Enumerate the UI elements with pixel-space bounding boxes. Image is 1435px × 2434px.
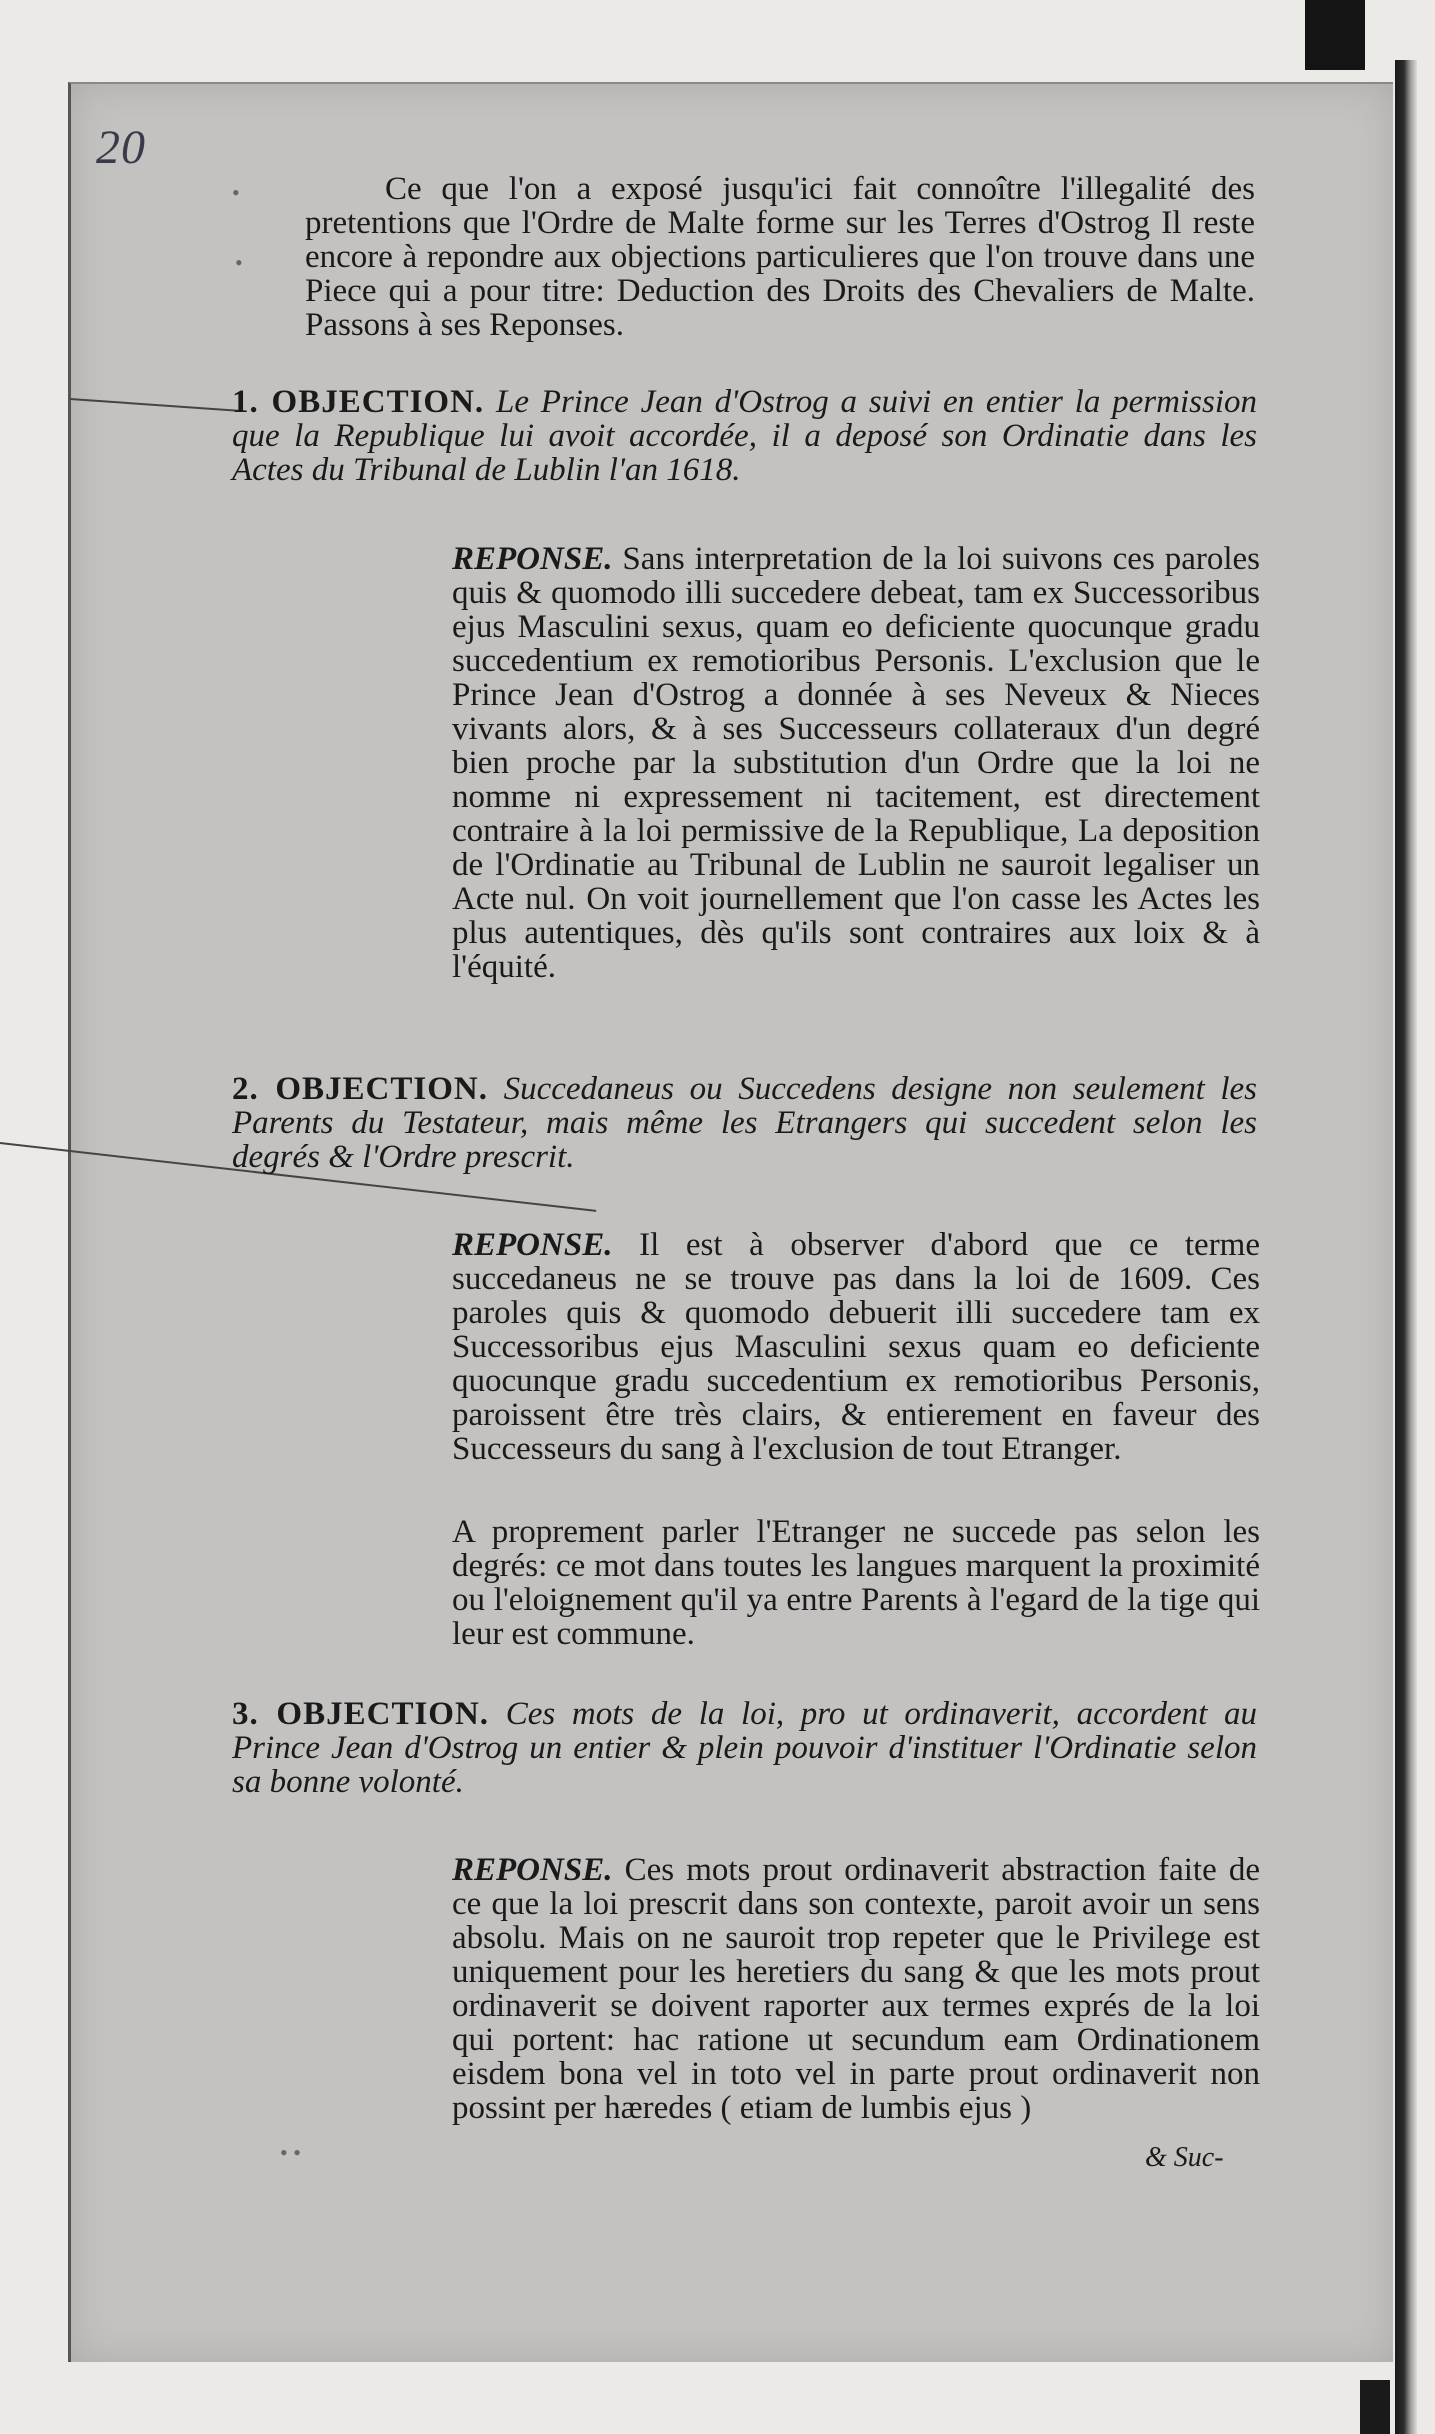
objection-text: Succedaneus ou Succedens designe non seulement les Parents du Testateur, mais même les Etrangers qui succedent selon les degrés & l'Ordre prescrit. [232, 1071, 1258, 1175]
objection-2 [232, 1072, 1257, 1174]
objection-1 [232, 385, 1257, 487]
reponse-text: Il est à observer d'abord que ce terme succedaneus ne se trouve pas dans la loi de 1609. Ces paroles quis & quomodo debuerit illi succedere tam ex Successoribus ejus Masculini sexus quam eo deficiente quocunque gradu succedentium ex remotioribus Personis, paroissent être très clairs, & entierement en faveur des Successeurs du sang à l'exclusion de tout Etranger. [452, 1227, 1260, 1467]
objection-label: 2. OBJECTION. [232, 1071, 488, 1107]
objection-label: 3. OBJECTION. [232, 1696, 490, 1732]
reponse-text: Ces mots prout ordinaverit abstraction faite de ce que la loi prescrit dans son contexte, paroit avoir un sens absolu. Mais on ne sauroit trop repeter que le Privilege est uniquement pour les heretiers du sang & que les mots prout ordinaverit se doivent raporter aux termes exprés de la loi qui portent: hac ratione ut secundum eam Ordinationem eisdem bona vel in toto vel in parte prout ordinaverit non possint per hæredes ( etiam de lumbis ejus ) [452, 1852, 1260, 2126]
margin-mark: • [232, 180, 240, 205]
objection-label: 1. OBJECTION. [232, 384, 485, 420]
reponse-text: Sans interpretation de la loi suivons ces paroles quis & quomodo illi succedere debeat, tam ex Successoribus ejus Masculini sexus, quam eo deficiente quocunque gradu succedentium ex remotioribus Personis. L'exclusion que le Prince Jean d'Ostrog a donnée à ses Neveux & Nieces vivants alors, & à ses Successeurs collateraux d'un degré bien proche par la substitution d'un Ordre que la loi ne nomme ni expressement ni tacitement, est directement contraire à la loi permissive de la Republique, La deposition de l'Ordinatie au Tribunal de Lublin ne sauroit legaliser un Acte nul. On voit journellement que l'on casse les Actes les plus autentiques, dès qu'ils sont contraires aux loix & à l'équité. [452, 541, 1261, 985]
scanner-edge-bottom [1360, 2380, 1390, 2434]
reponse-2-continued [452, 1515, 1260, 1651]
reponse-label: REPONSE. [452, 541, 613, 577]
margin-mark: • • [280, 2140, 301, 2165]
reponse-1 [452, 542, 1260, 984]
intro-paragraph: Ce que l'on a exposé jusqu'ici fait connoître l'illegalité des pretentions que l'Ordre de Malte forme sur les Terres d'Ostrog Il reste encore à repondre aux objections particulieres que l'on trouve dans une Piece qui a pour titre: Deduction des Droits des Chevaliers de Malte. Passons à ses Reponses. [305, 171, 1255, 343]
book-binding-edge [1395, 60, 1417, 2434]
margin-mark: • [235, 250, 243, 275]
reponse-text: A proprement parler l'Etranger ne succede pas selon les degrés: ce mot dans toutes les langues marquent la proximité ou l'eloignement qu'il ya entre Parents à l'egard de la tige qui leur est commune. [452, 1514, 1260, 1652]
objection-3 [232, 1697, 1257, 1799]
reponse-label: REPONSE. [452, 1227, 613, 1263]
catchword: & Suc- [1145, 2142, 1224, 2173]
page-number: 20 [96, 121, 146, 174]
reponse-label: REPONSE. [452, 1852, 613, 1888]
objection-text: Ces mots de la loi, pro ut ordinaverit, accordent au Prince Jean d'Ostrog un entier & plein pouvoir d'instituer l'Ordinatie selon sa bonne volonté. [232, 1696, 1257, 1800]
reponse-3 [452, 1853, 1260, 2125]
objection-text: Le Prince Jean d'Ostrog a suivi en entier la permission que la Republique lui avoit accordée, il a deposé son Ordinatie dans les Actes du Tribunal de Lublin l'an 1618. [232, 384, 1258, 488]
reponse-2 [452, 1228, 1260, 1466]
scanner-edge-top [1305, 0, 1365, 70]
